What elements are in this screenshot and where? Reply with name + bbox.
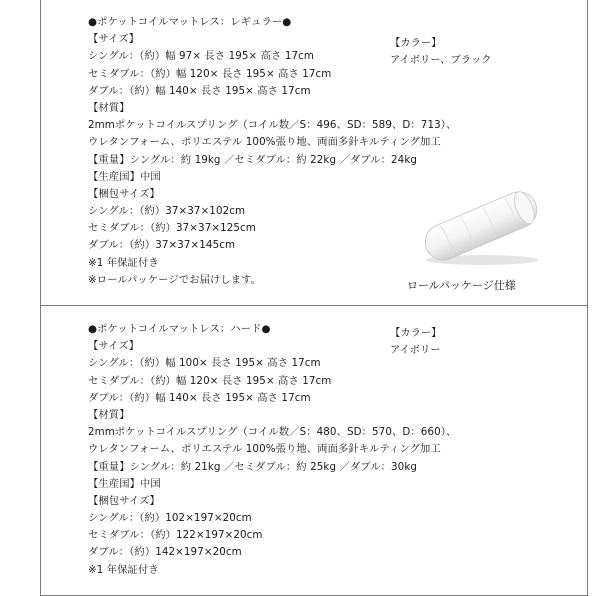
weight-line: 【重量】シングル：約 19kg ／セミダブル：約 22kg ／ダブル：24kg — [88, 153, 418, 166]
color-value: アイボリー、ブラック — [390, 54, 492, 67]
size-semidouble: セミダブル：（約）幅 120× 長さ 195× 高さ 17cm — [88, 67, 332, 80]
weight-line: 【重量】シングル：約 21kg ／セミダブル：約 25kg ／ダブル：30kg — [88, 460, 418, 473]
color-label: 【カラー】 — [390, 327, 442, 339]
color-value: アイボリー — [390, 344, 441, 357]
regular-title: ●ポケットコイルマットレス：レギュラー● — [88, 16, 292, 28]
regular-spec-panel — [40, 0, 588, 306]
package-single: シングル：（約）37×37×102cm — [88, 205, 246, 218]
material-heading: 【材質】 — [88, 408, 130, 421]
material-line-1: 2mmポケットコイルスプリング（コイル数／S：480、SD：570、D：660）、 — [88, 426, 457, 439]
material-line-2: ウレタンフォーム、ポリエステル 100%張り地、両面多針キルティング加工 — [88, 136, 441, 149]
material-line-1: 2mmポケットコイルスプリング（コイル数／S：496、SD：589、D：713）、 — [88, 119, 457, 132]
warranty-note: ※1 年保証付き — [88, 256, 159, 269]
size-single: シングル：（約）幅 100× 長さ 195× 高さ 17cm — [88, 357, 321, 370]
package-semidouble: セミダブル：（約）37×37×125cm — [88, 222, 256, 235]
package-semidouble: セミダブル：（約）122×197×20cm — [88, 529, 263, 542]
package-single: シングル：（約）102×197×20cm — [88, 512, 252, 525]
material-heading: 【材質】 — [88, 101, 130, 114]
package-double: ダブル：（約）142×197×20cm — [88, 546, 242, 559]
size-double: ダブル：（約）幅 140× 長さ 195× 高さ 17cm — [88, 391, 311, 404]
size-single: シングル：（約）幅 97× 長さ 195× 高さ 17cm — [88, 50, 315, 63]
size-semidouble: セミダブル：（約）幅 120× 長さ 195× 高さ 17cm — [88, 374, 332, 387]
package-double: ダブル：（約）37×37×145cm — [88, 239, 236, 252]
origin-line: 【生産国】中国 — [88, 170, 161, 183]
roll-package-note: ※ロールパッケージでお届けします。 — [88, 273, 262, 286]
hard-spec-panel — [40, 305, 588, 596]
size-double: ダブル：（約）幅 140× 長さ 195× 高さ 17cm — [88, 84, 311, 97]
rolled-mattress-image — [416, 184, 546, 266]
hard-spec-list — [88, 321, 456, 579]
color-label: 【カラー】 — [390, 37, 442, 49]
size-heading: 【サイズ】 — [88, 33, 140, 46]
hard-title: ●ポケットコイルマットレス：ハード● — [88, 323, 271, 335]
regular-color-block — [390, 35, 491, 69]
hard-color-block — [390, 325, 441, 359]
package-heading: 【梱包サイズ】 — [88, 494, 160, 507]
origin-line: 【生産国】中国 — [88, 477, 161, 490]
warranty-note: ※1 年保証付き — [88, 563, 159, 576]
material-line-2: ウレタンフォーム、ポリエステル 100%張り地、両面多針キルティング加工 — [88, 443, 441, 456]
package-heading: 【梱包サイズ】 — [88, 187, 160, 200]
size-heading: 【サイズ】 — [88, 340, 140, 353]
roll-package-caption: ロールパッケージ仕様 — [407, 279, 516, 292]
